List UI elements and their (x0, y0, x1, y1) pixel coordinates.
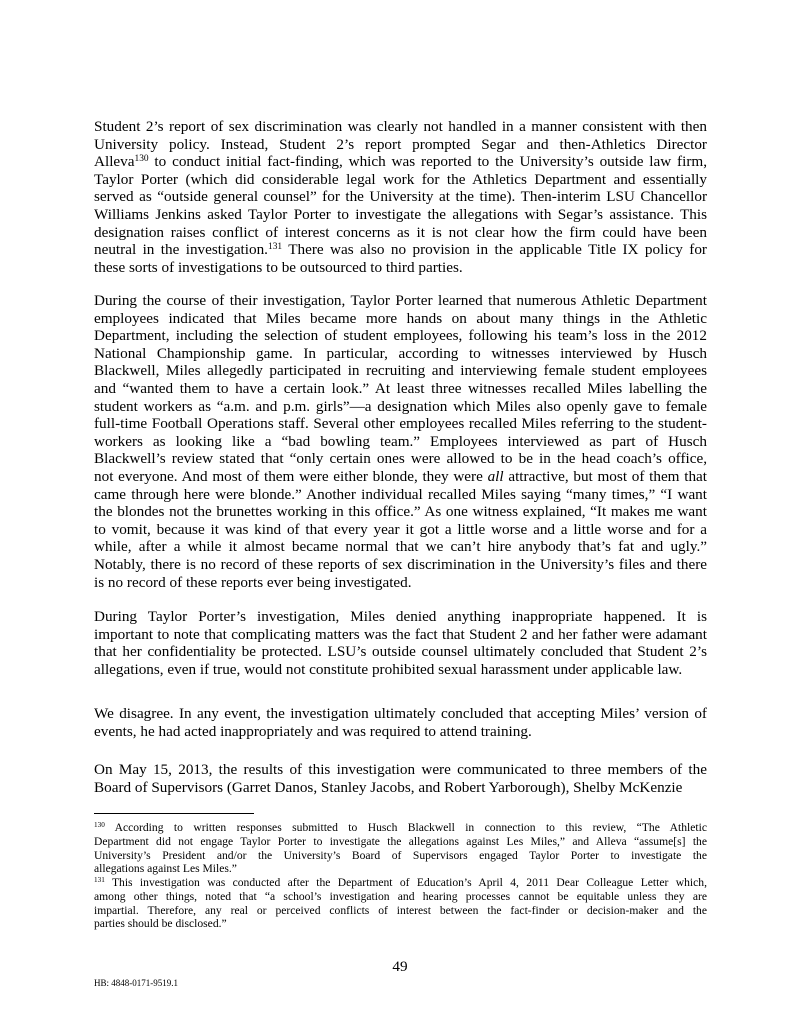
text-line: Student 2’s report of sex discrimination was clearly not handled in a manner consistent with then (94, 118, 707, 135)
footnote-131 (94, 876, 707, 931)
text-segment: not everyone. And most of them were either blonde, they were (94, 467, 488, 485)
text-line: impartial. Therefore, any real or perceived conflicts of interest between the fact-finder or decision-maker and the (94, 903, 707, 917)
page-number: 49 (392, 958, 408, 975)
text-segment: to conduct initial fact-finding, which was reported to the University’s outside law firm, (148, 153, 707, 171)
text-line: Taylor Porter (which did considerable legal work for the Athletics Department and essentially (94, 170, 707, 188)
body-paragraph-1 (94, 118, 707, 276)
text-line: On May 15, 2013, the results of this investigation were communicated to three members of the (94, 761, 707, 778)
text-line: Board of Supervisors (Garret Danos, Stanley Jacobs, and Robert Yarborough), Shelby McKenzie (94, 778, 683, 796)
text-line: full-time Football Operations staff. Several other employees recalled Miles referring to the student- (94, 415, 707, 433)
text-line (94, 876, 707, 890)
text-line: allegations, even if true, would not constitute prohibited sexual harassment under applicable law. (94, 660, 683, 678)
text-line: served as “outside general counsel” for the University at the time). Then-interim LSU Chancellor (94, 188, 707, 206)
text-line: the blondes not the brunettes working in this office.” As one witness explained, “It makes me want (94, 503, 707, 521)
text-line: and “wanted them to have a certain look.” At least three witnesses recalled Miles labelling the (94, 379, 707, 397)
text-line: workers as looking like a “bad bowling team.” Employees interviewed as part of Husch (94, 432, 707, 450)
text-line: important to note that complicating matters was the fact that Student 2 and her father were adamant (94, 625, 707, 643)
text-line: designation raises conflict of interest concerns as it is not clear how the firm could have been (94, 223, 707, 241)
body-paragraph-2 (94, 292, 707, 591)
text-line: Notably, there is no record of these reports of sex discrimination in the University’s files and there (94, 555, 707, 573)
text-line: allegations against Les Miles.” (94, 862, 237, 876)
document-id: HB: 4848-0171-9519.1 (94, 978, 178, 988)
footnote-reference: 130 (94, 821, 105, 830)
text-line: while, after a while it almost became normal that we can’t hire anybody that’s fat and ugly.” (94, 538, 707, 556)
text-line: among other things, noted that “a school’s investigation and hearing processes cannot be equitable unless they are (94, 889, 707, 903)
text-segment: This investigation was conducted after the Department of Education’s April 4, 2011 Dear Colleague Letter which, (104, 876, 707, 889)
body-paragraph-4 (94, 705, 707, 740)
text-line: employees indicated that Miles became more hands on about many things in the Athletic (94, 309, 707, 327)
text-segment: attractive, but most of them that (503, 467, 707, 485)
text-line: Williams Jenkins asked Taylor Porter to investigate the allegations with Segar’s assistance. This (94, 205, 707, 223)
body-paragraph-3 (94, 608, 707, 678)
text-segment: neutral in the investigation. (94, 241, 268, 259)
footnote-130 (94, 821, 707, 876)
footnote-reference: 131 (267, 241, 283, 252)
text-line: Blackwell, Miles allegedly participated in recruiting and interviewing female student employees (94, 362, 707, 380)
text-line (94, 241, 707, 259)
text-segment: According to written responses submitted to Husch Blackwell in connection to this review, “The Athletic (104, 821, 707, 834)
text-line: National Championship game. In particular, according to witnesses interviewed by Husch (94, 344, 707, 362)
text-line: During Taylor Porter’s investigation, Miles denied anything inappropriate happened. It is (94, 608, 707, 625)
text-line: that her confidentiality be protected. LSU’s outside counsel ultimately concluded that Student 2’s (94, 643, 707, 661)
text-line: University’s President and/or the University’s Board of Supervisors engaged Taylor Porter to investigate the (94, 848, 707, 862)
text-line: Department did not engage Taylor Porter to investigate the allegations against Les Miles,” and Alleva “assume[s] the (94, 834, 707, 848)
footnote-separator (94, 813, 254, 814)
text-line: is no record of these reports ever being investigated. (94, 573, 412, 591)
text-segment: There was also no provision in the applicable Title IX policy for (282, 241, 707, 259)
text-line: student workers as “a.m. and p.m. girls”—a designation which Miles also openly gave to female (94, 397, 707, 415)
text-line (94, 468, 707, 486)
text-line (94, 153, 707, 171)
text-line: parties should be disclosed.” (94, 917, 227, 931)
text-line: We disagree. In any event, the investigation ultimately concluded that accepting Miles’ version of (94, 705, 707, 722)
text-line: Blackwell’s review stated that “only certain ones were allowed to be in the head coach’s office, (94, 450, 707, 468)
footnote-reference: 130 (134, 154, 149, 165)
text-line: Department, including the selection of student employees, following his team’s loss in the 2012 (94, 327, 707, 345)
footnote-reference: 131 (94, 876, 105, 885)
text-line: During the course of their investigation, Taylor Porter learned that numerous Athletic Department (94, 292, 707, 309)
text-line: these sorts of investigations to be outsourced to third parties. (94, 258, 463, 276)
body-paragraph-5 (94, 761, 707, 796)
text-line: University policy. Instead, Student 2’s report prompted Segar and then-Athletics Director (94, 135, 707, 153)
text-line: came through here were blonde.” Another individual recalled Miles saying “many times,” “I want (94, 485, 707, 503)
text-segment: Alleva (94, 153, 135, 171)
text-line (94, 821, 707, 835)
text-line: to vomit, because it was kind of that every year it got a little worse and a little worse and for a (94, 520, 707, 538)
emphasis-text: all (487, 467, 504, 485)
text-line: events, he had acted inappropriately and was required to attend training. (94, 722, 532, 740)
